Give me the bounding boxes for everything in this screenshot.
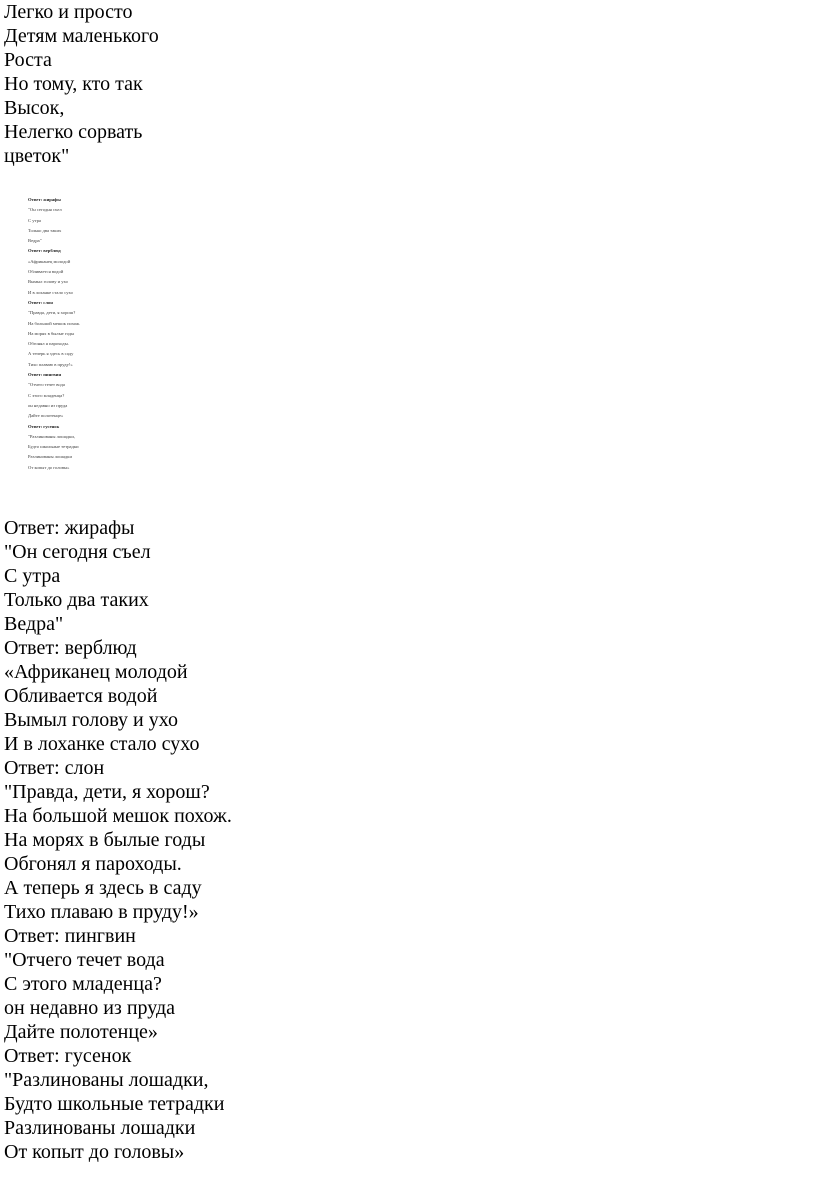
poem-line: цветок" <box>4 145 70 167</box>
text-line: С утра <box>4 565 61 587</box>
text-line: "Отчего течет вода <box>4 949 165 971</box>
text-line: «Африканец молодой <box>4 661 188 683</box>
riddle-answers-text <box>4 516 232 1164</box>
thumbnail-line: На большой мешок похож. <box>28 320 81 326</box>
text-line: Дайте полотенце» <box>4 1021 158 1043</box>
thumbnail-line: Только два таких <box>28 227 62 233</box>
thumbnail-line: Ответ: гусенок <box>28 423 60 429</box>
text-line: Тихо плаваю в пруду!» <box>4 901 199 923</box>
thumbnail-line: Ответ: слон <box>28 299 53 305</box>
thumbnail-line: Ответ: жирафы <box>28 197 61 202</box>
thumbnail-line: Обливается водой <box>28 269 64 275</box>
thumbnail-line: "Он сегодня съел <box>28 207 62 213</box>
text-line: "Разлинованы лошадки, <box>4 1069 209 1091</box>
text-line: Ответ: пингвин <box>4 925 136 947</box>
text-line: На морях в былые годы <box>4 829 206 851</box>
text-line: Ведра" <box>4 613 64 635</box>
text-line: "Правда, дети, я хорош? <box>4 781 210 803</box>
thumbnail-line: На морях в былые годы <box>28 330 75 336</box>
text-line: А теперь я здесь в саду <box>4 877 202 899</box>
text-line: Будто школьные тетрадки <box>4 1093 225 1115</box>
thumbnail-line: "Отчего течет вода <box>28 382 65 388</box>
thumbnail-line: А теперь я здесь в саду <box>28 351 74 357</box>
thumbnail-line: С этого младенца? <box>28 392 65 398</box>
thumbnail-line: Тихо плаваю в пруду!» <box>28 361 73 367</box>
thumbnail-line: Будто школьные тетрадки <box>28 444 79 450</box>
poem-line: Роста <box>4 49 52 71</box>
poem-line: Высок, <box>4 97 65 119</box>
text-line: Только два таких <box>4 589 149 611</box>
text-line: Вымыл голову и ухо <box>4 709 178 731</box>
text-line: "Он сегодня съел <box>4 541 151 563</box>
text-line: И в лоханке стало сухо <box>4 733 200 755</box>
thumbnail-line: Ответ: пингвин <box>28 372 62 378</box>
thumbnail-line: Ведра" <box>28 238 42 244</box>
top-poem <box>4 0 159 168</box>
thumbnail-line: Дайте полотенце» <box>28 413 64 419</box>
text-line: От копыт до головы» <box>4 1141 185 1163</box>
thumbnail-line: "Правда, дети, я хорош? <box>28 310 76 316</box>
poem-line: Нелегко сорвать <box>4 121 143 143</box>
thumbnail-line: Вымыл голову и ухо <box>28 279 68 285</box>
thumbnail-line: «Африканец молодой <box>28 258 71 264</box>
thumbnail-line: Обгонял я пароходы. <box>28 341 69 347</box>
thumbnail-line: Ответ: верблюд <box>28 248 61 254</box>
text-line: Ответ: слон <box>4 757 105 779</box>
text-line: он недавно из пруда <box>4 997 176 1019</box>
thumbnail-line: он недавно из пруда <box>28 402 68 408</box>
text-line: Ответ: гусенок <box>4 1045 132 1067</box>
text-line: С этого младенца? <box>4 973 162 995</box>
thumbnail-line: С утра <box>28 217 41 223</box>
poem-line: Но тому, кто так <box>4 73 143 95</box>
text-line: Ответ: жирафы <box>4 517 135 539</box>
text-line: Разлинованы лошадки <box>4 1117 196 1139</box>
embedded-page-thumbnail <box>28 195 138 475</box>
thumbnail-line: Разлинованы лошадки <box>28 454 72 460</box>
text-line: Обливается водой <box>4 685 158 707</box>
thumbnail-line: "Разлинованы лошадки, <box>28 433 75 439</box>
poem-line: Детям маленького <box>4 25 159 47</box>
text-line: Обгонял я пароходы. <box>4 853 182 875</box>
thumbnail-line: И в лоханке стало сухо <box>28 289 73 295</box>
thumbnail-line: От копыт до головы» <box>28 464 70 470</box>
text-line: На большой мешок похож. <box>4 805 232 827</box>
text-line: Ответ: верблюд <box>4 637 137 659</box>
poem-line: Легко и просто <box>4 1 133 23</box>
